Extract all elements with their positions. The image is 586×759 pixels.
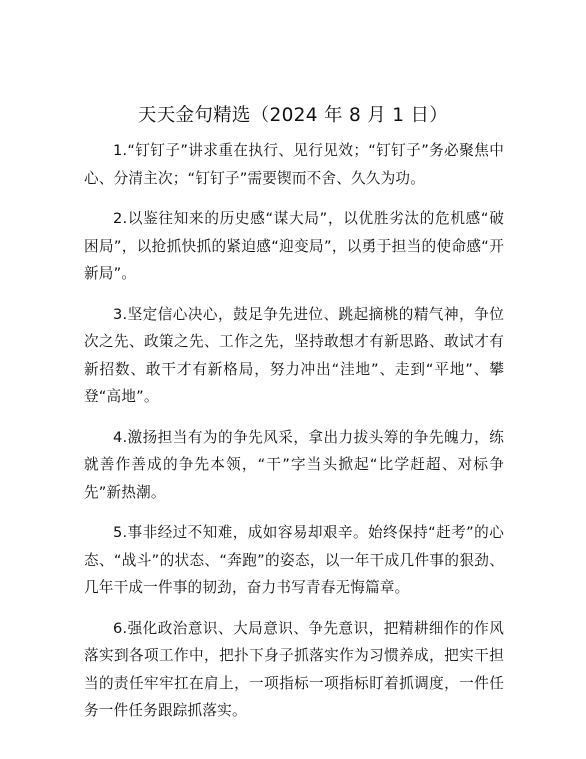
paragraph-4: 4.激扬担当有为的争先风采，拿出力拔头筹的争先魄力，练就善作善成的争先本领，“干”字当头掀起“比学赶超、对标争先”新热潮。 <box>84 428 504 501</box>
paragraph-6: 6.强化政治意识、大局意识、争先意识，把精耕细作的作风落实到各项工作中，把扑下身子抓落实作为习惯养成，把实干担当的责任牢牢扛在肩上，一项指标一项指标盯着抓调度，一件任务一件任务跟踪抓落实。 <box>84 619 504 719</box>
paragraph-1: 1.“钉钉子”讲求重在执行、见行见效；“钉钉子”务必聚焦中心、分清主次；“钉钉子”需要锲而不舍、久久为功。 <box>84 142 504 187</box>
document-title: 天天金句精选（2024 年 8 月 1 日） <box>137 105 449 126</box>
document-body <box>84 137 504 738</box>
paragraph-5: 5.事非经过不知难，成如容易却艰辛。始终保持“赶考”的心态、“战斗”的状态、“奔跑”的姿态，以一年干成几件事的狠劲、几年干成一件事的韧劲，奋力书写青春无悔篇章。 <box>84 524 504 596</box>
paragraph-3: 3.坚定信心决心，鼓足争先进位、跳起摘桃的精气神，争位次之先、政策之先、工作之先，坚持敢想才有新思路、敢试才有新招数、敢干才有新格局，努力冲出“洼地”、走到“平地”、攀登“高地”。 <box>84 305 504 405</box>
paragraph-2: 2.以鉴往知来的历史感“谋大局”，以优胜劣汰的危机感“破困局”，以抢抓快抓的紧迫感“迎变局”，以勇于担当的使命感“开新局”。 <box>84 210 504 282</box>
